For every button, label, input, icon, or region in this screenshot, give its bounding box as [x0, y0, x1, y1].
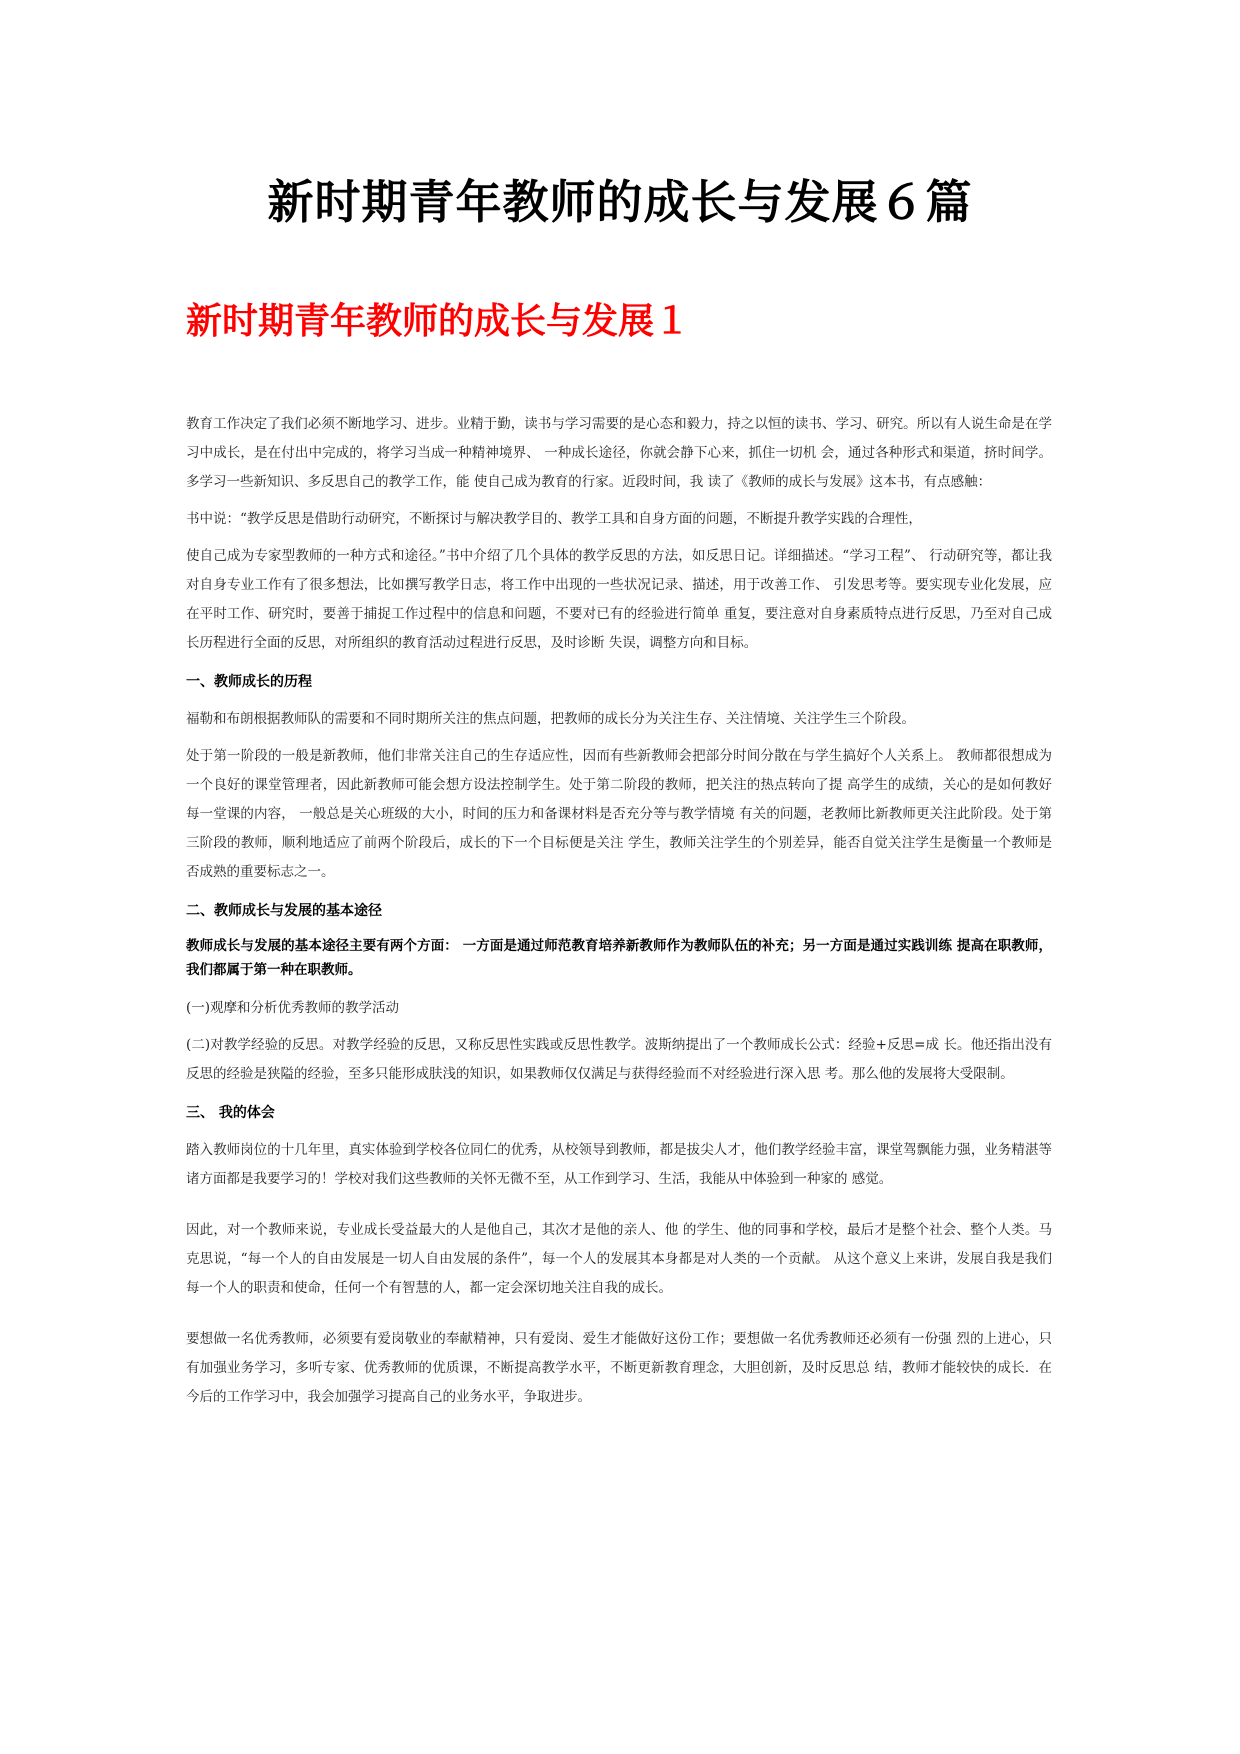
paragraph-intro: 教育工作决定了我们必须不断地学习、进步。业精于勤，读书与学习需要的是心态和毅力，持之以恒的读书、学习、研究。所以有人说生命是在学习中成长，是在付出中完成的，将学习当成一种精神境界、 一种成长途径，你就会静下心来，抓住一切机 会，通过各种形式和渠道，挤时间学。多学习一些新知识、多反思自己的教学工作，能 使自己成为教育的行家。近段时间，我 读了《教师的成长与发展》这本书，有点感触：	[186, 416, 1052, 490]
paragraph-school-experience: 踏入教师岗位的十几年里，真实体验到学校各位同仁的优秀，从校领导到教师，都是拔尖人才，他们教学经验丰富，课堂驾飘能力强，业务精湛等诸方面都是我要学习的！学校对我们这些教师的关怀无微不至，从工作到学习、生活，我能从中体验到一种家的 感觉。	[186, 1142, 1052, 1187]
paragraph-book-quote: 书中说：“教学反思是借助行动研究，不断探讨与解决教学目的、教学工具和自身方面的问题，不断提升教学实践的合理性，	[186, 511, 922, 527]
paragraph-self-development: 因此，对一个教师来说，专业成长受益最大的人是他自己，其次才是他的亲人、他 的学生、他的同事和学校，最后才是整个社会、整个人类。马克思说，“每一个人的自由发展是一切人自由发展的条件”，每一个人的发展其本身都是对人类的一个贡献。 从这个意义上来讲，发展自我是我们每一个人的职责和使命，任何一个有智慧的人，都一定会深切地关注自我的成长。	[186, 1222, 1052, 1296]
paragraph-reflection-methods: 使自己成为专家型教师的一种方式和途径。”书中介绍了几个具体的教学反思的方法，如反思日记。详细描述。“学习工程”、 行动研究等，都让我对自身专业工作有了很多想法，比如撰写教学日志，将工作中出现的一些状况记录、描述，用于改善工作、 引发思考等。要实现专业化发展，应在平时工作、研究时，要善于捕捉工作过程中的信息和问题，不要对已有的经验进行简单 重复，要注意对自身素质特点进行反思，乃至对自己成长历程进行全面的反思，对所组织的教育活动过程进行反思，及时诊断 失误，调整方向和目标。	[186, 548, 1052, 651]
document-title: 新时期青年教师的成长与发展６篇	[267, 175, 973, 229]
section-title: 新时期青年教师的成长与发展１	[186, 301, 691, 342]
heading-my-experience: 三、 我的体会	[186, 1105, 275, 1121]
paragraph-stage-details: 处于第一阶段的一般是新教师，他们非常关注自己的生存适应性，因而有些新教师会把部分时间分散在与学生搞好个人关系上。 教师都很想成为一个良好的课堂管理者，因此新教师可能会想方设法控制学生。处于第二阶段的教师，把关注的热点转向了提 高学生的成绩，关心的是如何教好每一堂课的内容， 一般总是关心班级的大小，时间的压力和备课材料是否充分等与教学情境 有关的问题，老教师比新教师更关注此阶段。处于第三阶段的教师，顺利地适应了前两个阶段后，成长的下一个目标便是关注 学生，教师关注学生的个别差异，能否自觉关注学生是衡量一个教师是否成熟的重要标志之一。	[186, 748, 1052, 880]
heading-growth-stages: 一、教师成长的历程	[186, 674, 312, 690]
paragraph-experience-reflection: (二)对教学经验的反思。对教学经验的反思，又称反思性实践或反思性教学。波斯纳提出了一个教师成长公式：经验+反思=成 长。他还指出没有反思的经验是狭隘的经验，至多只能形成肤浅的知识，如果教师仅仅满足与获得经验而不对经验进行深入思 考。那么他的发展将大受限制。	[186, 1037, 1052, 1082]
document-body	[186, 410, 1052, 1422]
paragraph-excellent-teacher: 要想做一名优秀教师，必须要有爱岗敬业的奉献精神，只有爱岗、爱生才能做好这份工作；要想做一名优秀教师还必须有一份强 烈的上进心，只有加强业务学习，多听专家、优秀教师的优质课，不断提高教学水平，不断更新教育理念，大胆创新，及时反思总 结，教师才能较快的成长．在今后的工作学习中，我会加强学习提高自己的业务水平，争取进步。	[186, 1331, 1052, 1405]
paragraph-two-paths: 教师成长与发展的基本途径主要有两个方面： 一方面是通过师范教育培养新教师作为教师队伍的补充；另一方面是通过实践训练 提高在职教师，我们都属于第一种在职教师。	[186, 938, 1052, 978]
paragraph-three-stages: 福勒和布朗根据教师队的需要和不同时期所关注的焦点问题，把教师的成长分为关注生存、关注情境、关注学生三个阶段。	[186, 711, 915, 727]
paragraph-observe-teachers: (一)观摩和分析优秀教师的教学活动	[186, 1000, 400, 1016]
heading-growth-paths: 二、教师成长与发展的基本途径	[186, 903, 382, 919]
